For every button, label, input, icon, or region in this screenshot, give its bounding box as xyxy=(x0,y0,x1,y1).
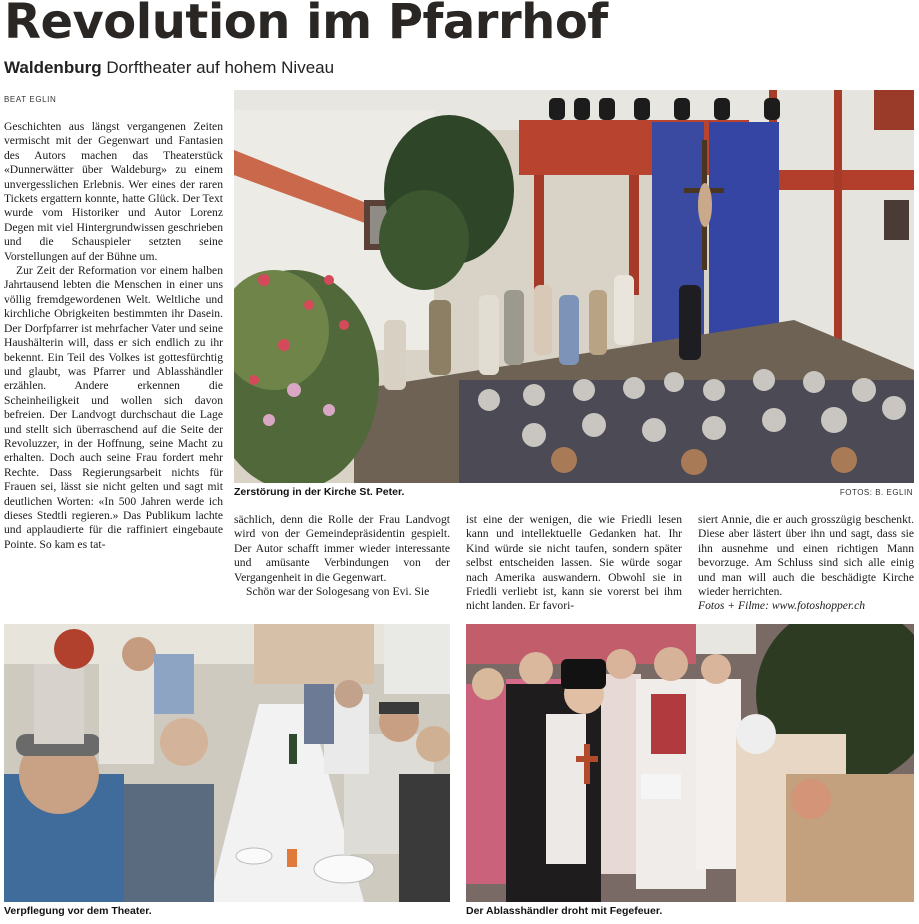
paragraph: ist eine der wenigen, die wie Friedli lesen kann und intellektuelle Gedanken hat. Ihr Kind würde sie nicht taufen, sondern später selbst entscheiden lassen. Sie würde sogar nach Amerika auswandern. Obwohl sie in Friedli verliebt ist, kann sie vorerst bei ihm nicht landen. Er favori- xyxy=(466,513,682,613)
catering-photo xyxy=(4,624,450,902)
article-column-3 xyxy=(466,513,682,617)
headline: Revolution im Pfarrhof xyxy=(4,0,608,50)
paragraph: Zur Zeit der Reformation vor einem halben Jahrtausend lebten die Menschen in einer uns völlig fremdgewordenen Welt. Weltliche und kirchliche Obrigkeiten bestimmten ihr Dasein. Der Dorfpfarrer ist mehrfacher Vater und seine Haushälterin will, dass er sich endlich zu ihr bekennt. Ein Teil des Volkes ist gottesfürchtig und glaubt, was Pfarrer und Ablasshändler erzählen. Andere erkennen die Scheinheiligkeit und wollen sich davon befreien. Der Landvogt durchschaut die Lage und stellt sich überraschend auf die Seite der Revoluzzer, in der Hoffnung, seine Macht zu erhalten. Doch auch seine Frau fordert mehr Rechte. Dass Regierungsarbeit nichts für Frauen sei, lässt sie nicht gelten und sagt mit deutlichen Worten: «In 500 Jahren werde ich dieses Stedtli regieren.» Das Publikum lachte und applaudierte für die raffiniert eingebaute Pointe. So kam es tat- xyxy=(4,264,223,551)
article-column-4 xyxy=(698,513,914,617)
paragraph: siert Annie, die er auch grosszügig beschenkt. Diese aber lästert über ihn und sagt, dass sie ihn ausnehme und einen richtigen Mann bevorzuge. Am Schluss sind sich alle einig und man will auch die beschädigte Kirche wieder herrichten. xyxy=(698,513,914,599)
photo-link: Fotos + Filme: www.fotoshopper.ch xyxy=(698,599,866,613)
paragraph: Geschichten aus längst vergangenen Zeiten vermischt mit der Gegenwart und Fantasien des Autors machen das Theaterstück «Dunnerwätter über Waldeburg» zu einem unvergesslichen Erlebnis. Wer eines der raren Tickets ergattern konnte, hatte Glück. Der Text wurde vom Historiker und Autor Lorenz Degen mit viel Hintergrundwissen geschrieben und die Schauspieler setzten seine Vorstellungen auf der Bühne um. xyxy=(4,120,223,263)
main-photo xyxy=(234,90,914,483)
paragraph: sächlich, denn die Rolle der Frau Landvogt wird von der Gemeindepräsidentin gespielt. Der Autor schafft immer wieder interessante und amüsante Verbindungen von der Vergangenheit in die Gegenwart. xyxy=(234,513,450,584)
paragraph: Schön war der Sologesang von Evi. Sie xyxy=(246,585,430,599)
kicker: Waldenburg xyxy=(4,58,102,77)
subheadline-text: Dorftheater auf hohem Niveau xyxy=(106,58,335,77)
indulgence-seller-caption: Der Ablasshändler droht mit Fegefeuer. xyxy=(466,905,663,917)
author-byline: BEAT EGLIN xyxy=(4,95,57,104)
indulgence-seller-photo xyxy=(466,624,914,902)
subheadline xyxy=(4,58,334,78)
photo-credit: FOTOS: B. EGLIN xyxy=(839,488,913,497)
catering-photo-caption: Verpflegung vor dem Theater. xyxy=(4,905,152,917)
article-column-1 xyxy=(4,120,223,614)
main-photo-caption: Zerstörung in der Kirche St. Peter. xyxy=(234,486,405,498)
article-column-2 xyxy=(234,513,450,617)
